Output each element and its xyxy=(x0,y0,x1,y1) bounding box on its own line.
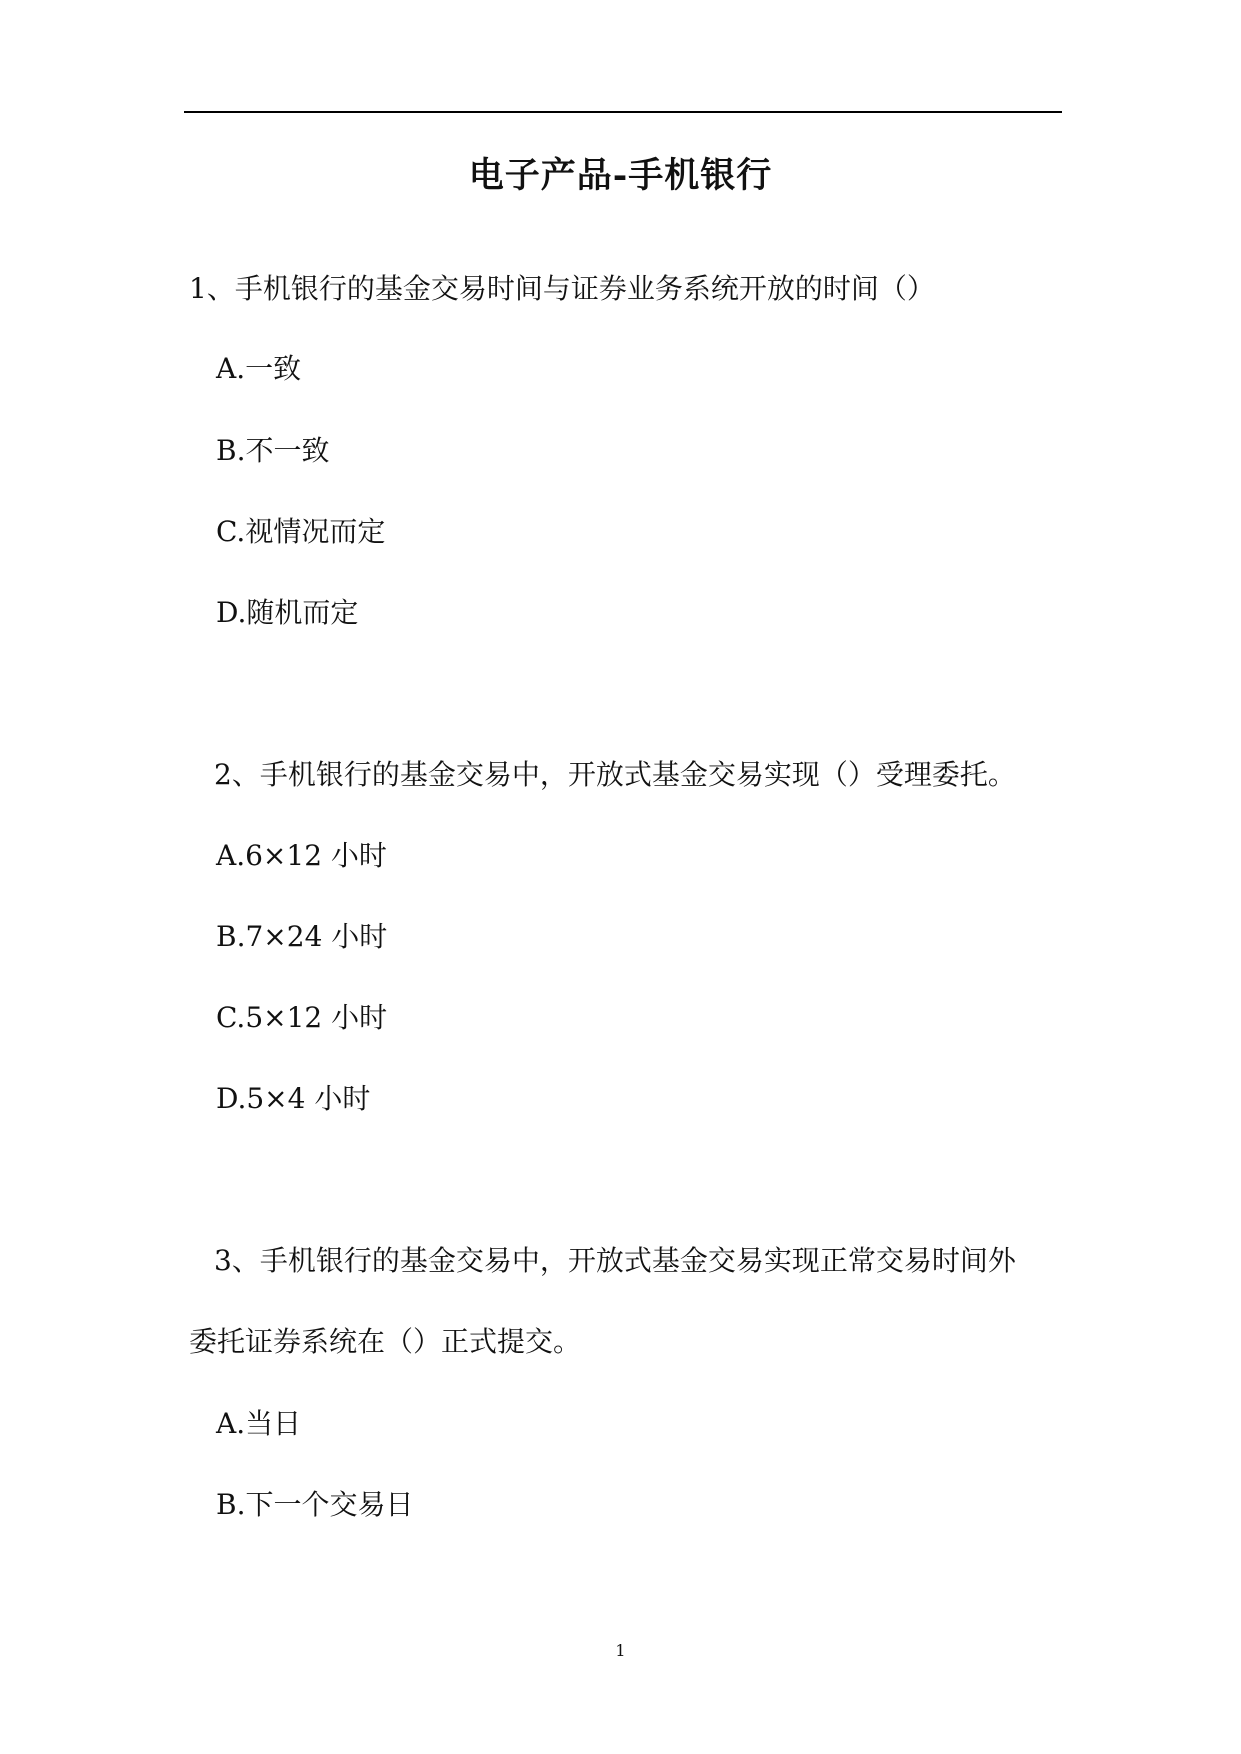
page-number: 1 xyxy=(615,1641,626,1660)
question-1-option-d: D.随机而定 xyxy=(216,596,359,629)
question-3-option-a: A.当日 xyxy=(216,1407,302,1440)
question-2-option-c: C.5×12 小时 xyxy=(216,1001,388,1034)
question-3-option-b: B.下一个交易日 xyxy=(216,1488,414,1521)
question-1-option-c: C.视情况而定 xyxy=(216,515,386,548)
question-1-option-b: B.不一致 xyxy=(216,434,330,467)
document-title: 电子产品-手机银行 xyxy=(468,155,773,196)
question-2-option-d: D.5×4 小时 xyxy=(216,1082,371,1115)
question-1-option-a: A.一致 xyxy=(216,352,302,385)
question-2-stem: 2、手机银行的基金交易中，开放式基金交易实现（）受理委托。 xyxy=(214,758,1016,791)
question-3-stem-line-1: 3、手机银行的基金交易中，开放式基金交易实现正常交易时间外 xyxy=(214,1244,1016,1277)
question-2-option-b: B.7×24 小时 xyxy=(216,920,388,953)
question-2-option-a: A.6×12 小时 xyxy=(216,839,387,872)
header-rule xyxy=(184,111,1062,113)
question-3-stem-line-2: 委托证券系统在（）正式提交。 xyxy=(189,1325,582,1358)
question-1-stem: 1、手机银行的基金交易时间与证券业务系统开放的时间（） xyxy=(189,272,935,305)
